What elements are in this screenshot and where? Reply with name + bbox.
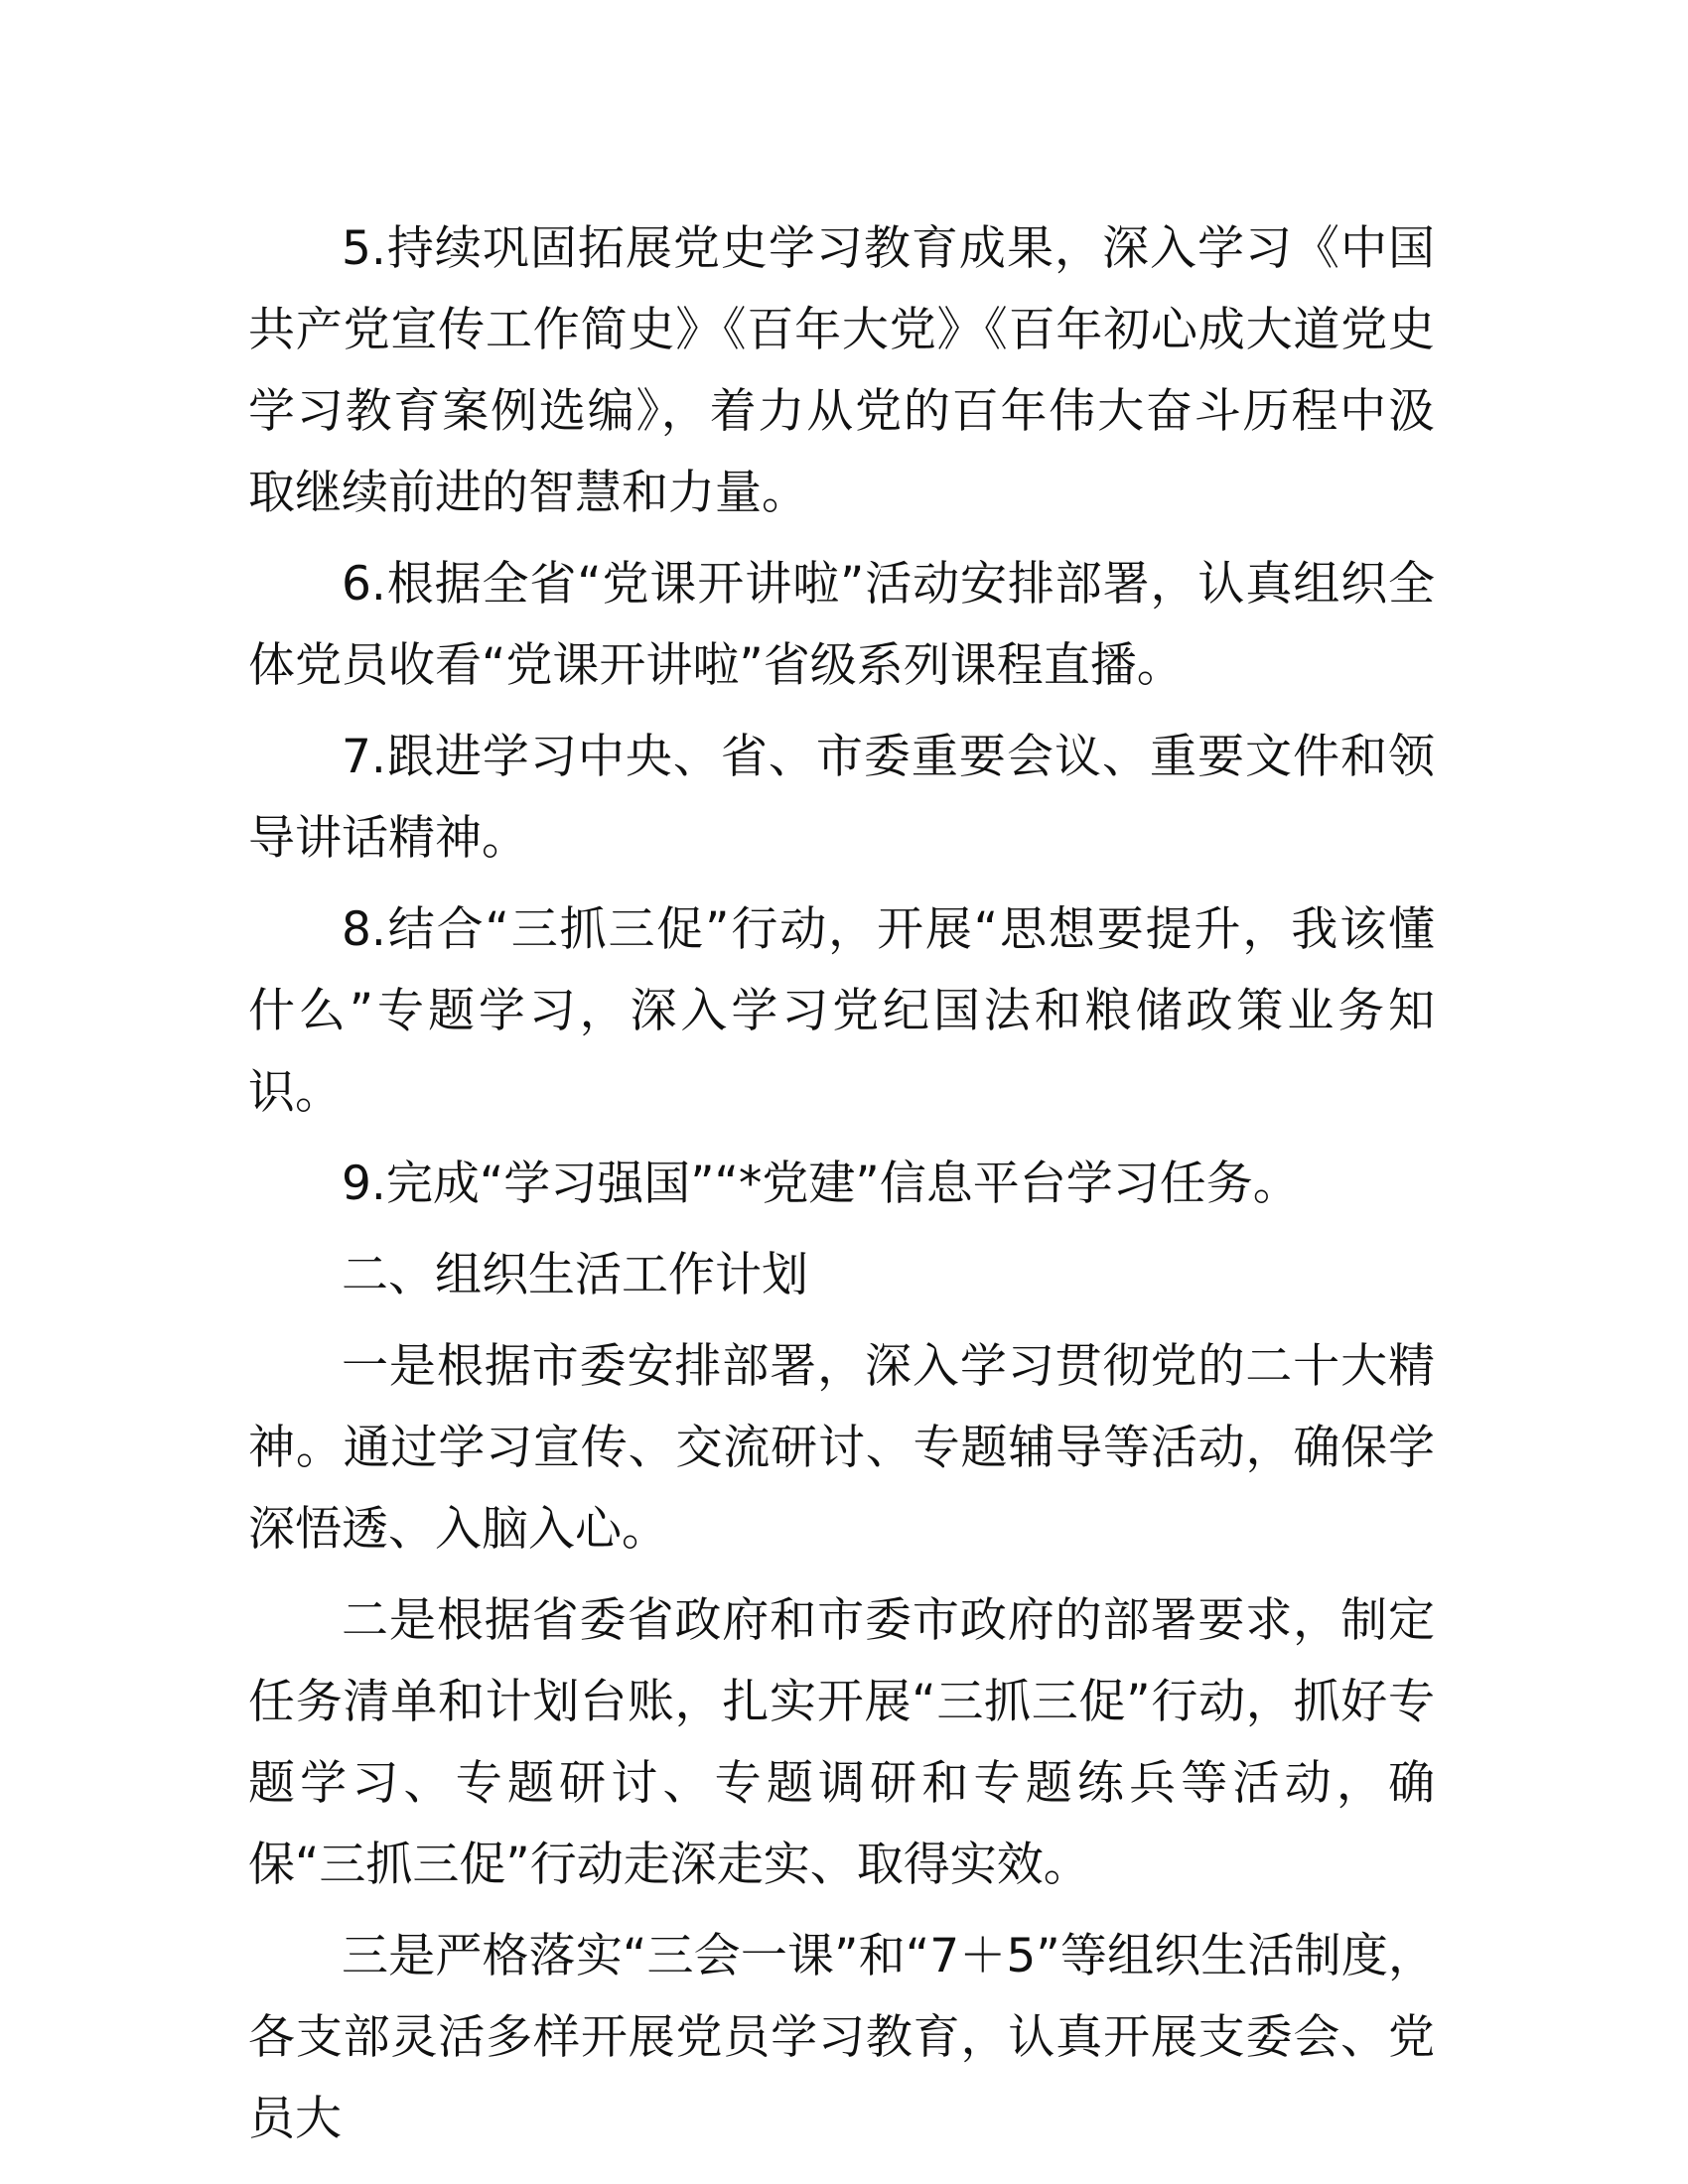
section-heading: 二、组织生活工作计划 [342, 1248, 808, 1302]
paragraph-item-8: 8.结合“三抓三促”行动，开展“思想要提升，我该懂什么”专题学习，深入学习党纪国法和粮储政策业务知识。 [248, 902, 1435, 1120]
paragraph-plan-2: 二是根据省委省政府和市委市政府的部署要求，制定任务清单和计划台账，扎实开展“三抓三促”行动，抓好专题学习、专题研讨、专题调研和专题练兵等活动，确保“三抓三促”行动走深走实、取得实效。 [248, 1593, 1435, 1892]
paragraph-item-7: 7.跟进学习中央、省、市委重要会议、重要文件和领导讲话精神。 [248, 730, 1435, 866]
paragraph-plan-3: 三是严格落实“三会一课”和“7＋5”等组织生活制度，各支部灵活多样开展党员学习教育，认真开展支委会、党员大 [248, 1929, 1435, 2146]
paragraph-plan-1: 一是根据市委安排部署，深入学习贯彻党的二十大精神。通过学习宣传、交流研讨、专题辅导等活动，确保学深悟透、入脑入心。 [248, 1339, 1435, 1557]
paragraph-item-9: 9.完成“学习强国”“*党建”信息平台学习任务。 [342, 1157, 1300, 1211]
document-body [248, 208, 1435, 2170]
paragraph-item-6: 6.根据全省“党课开讲啦”活动安排部署，认真组织全体党员收看“党课开讲啦”省级系列课程直播。 [248, 557, 1435, 693]
paragraph-item-5: 5.持续巩固拓展党史学习教育成果，深入学习《中国共产党宣传工作简史》《百年大党》《百年初心成大道党史学习教育案例选编》，着力从党的百年伟大奋斗历程中汲取继续前进的智慧和力量。 [248, 221, 1435, 520]
